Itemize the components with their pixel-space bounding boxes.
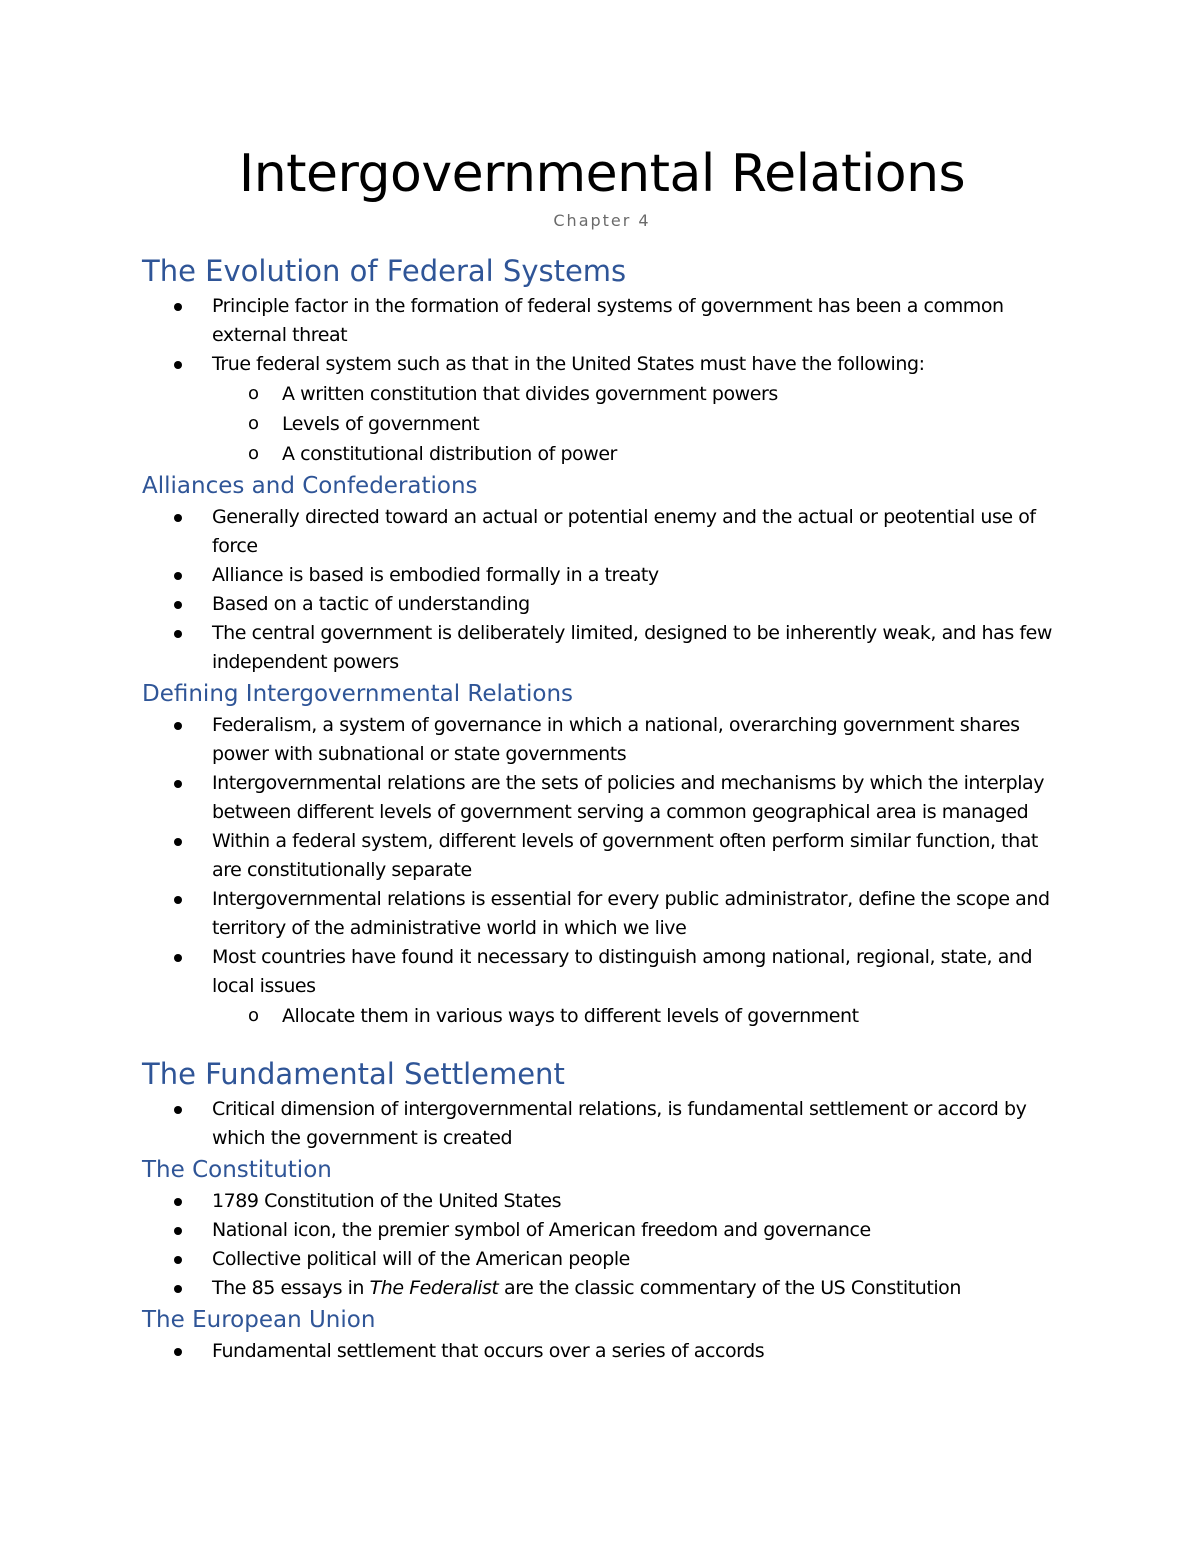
list-item-text: Principle factor in the formation of federal systems of government has been a common external threat: [212, 295, 1004, 346]
list-item: [142, 1095, 1062, 1153]
document-title: Intergovernmental Relations: [238, 144, 966, 204]
list-item: [142, 1337, 1062, 1366]
list-item: [142, 769, 1062, 827]
sub-list-item: [212, 379, 1062, 409]
list-item: [142, 827, 1062, 885]
bullet-icon: [174, 514, 182, 522]
bullet-icon: [174, 1227, 182, 1235]
section-heading-evolution: The Evolution of Federal Systems: [142, 254, 627, 288]
list-item: [142, 1245, 1062, 1274]
section-heading-defining: Defining Intergovernmental Relations: [142, 681, 574, 707]
bullet-icon: [174, 303, 182, 311]
list-item-text: Critical dimension of intergovernmental relations, is fundamental settlement or accord by which the government is created: [212, 1098, 1027, 1149]
list-item-text: The central government is deliberately limited, designed to be inherently weak, and has few independent powers: [212, 622, 1052, 673]
list-item-text: Within a federal system, different levels of government often perform similar function, that are constitutionally separate: [212, 830, 1038, 881]
bullet-icon: [174, 1198, 182, 1206]
bullet-icon: [174, 1256, 182, 1264]
sub-bullet-list: [212, 1001, 1062, 1031]
section-heading-fundamental-settlement: The Fundamental Settlement: [142, 1057, 565, 1091]
bullet-icon: [174, 722, 182, 730]
list-item: [142, 1216, 1062, 1245]
list-item-text: The 85 essays in: [212, 1277, 370, 1299]
bullet-icon: [174, 572, 182, 580]
section-heading-alliances: Alliances and Confederations: [142, 473, 478, 499]
bullet-list: [142, 1337, 1062, 1366]
list-item: [142, 1274, 1062, 1303]
list-item: [142, 1187, 1062, 1216]
circle-bullet-icon: o: [248, 1005, 259, 1026]
list-item-text: Alliance is based is embodied formally in a treaty: [212, 564, 659, 586]
bullet-icon: [174, 630, 182, 638]
section-heading-european-union: The European Union: [142, 1307, 376, 1333]
list-item: [142, 619, 1062, 677]
bullet-icon: [174, 896, 182, 904]
list-item-text: Based on a tactic of understanding: [212, 593, 530, 615]
list-item-text: Intergovernmental relations are the sets of policies and mechanisms by which the interplay between different levels of government serving a common geographical area is managed: [212, 772, 1045, 823]
circle-bullet-icon: o: [248, 383, 259, 404]
list-item-text: Most countries have found it necessary to distinguish among national, regional, state, and local issues: [212, 946, 1033, 997]
list-item: [142, 943, 1062, 1031]
circle-bullet-icon: o: [248, 443, 259, 464]
list-item: [142, 292, 1062, 350]
list-item-text: are the classic commentary of the US Constitution: [498, 1277, 961, 1299]
list-item-text: True federal system such as that in the United States must have the following:: [212, 353, 925, 375]
bullet-list: [142, 292, 1062, 469]
sub-list-item: [212, 409, 1062, 439]
circle-bullet-icon: o: [248, 413, 259, 434]
list-item-text: National icon, the premier symbol of American freedom and governance: [212, 1219, 871, 1241]
bullet-icon: [174, 1106, 182, 1114]
list-item: [142, 350, 1062, 469]
sub-list-item-text: A written constitution that divides government powers: [282, 383, 778, 405]
section-heading-constitution: The Constitution: [142, 1157, 332, 1183]
bullet-icon: [174, 1285, 182, 1293]
sub-list-item-text: Allocate them in various ways to different levels of government: [282, 1005, 859, 1027]
list-item-text: Intergovernmental relations is essential for every public administrator, define the scope and territory of the administrative world in which we live: [212, 888, 1050, 939]
sub-list-item-text: A constitutional distribution of power: [282, 443, 617, 465]
document-page: [142, 140, 1062, 1366]
list-item-text: Fundamental settlement that occurs over a series of accords: [212, 1340, 765, 1362]
sub-bullet-list: [212, 379, 1062, 469]
bullet-icon: [174, 1348, 182, 1356]
sub-list-item-text: Levels of government: [282, 413, 480, 435]
bullet-icon: [174, 838, 182, 846]
document-subtitle: Chapter 4: [553, 211, 651, 230]
bullet-icon: [174, 954, 182, 962]
bullet-list: [142, 1095, 1062, 1153]
list-item: [142, 561, 1062, 590]
sub-list-item: [212, 1001, 1062, 1031]
bullet-list: [142, 711, 1062, 1031]
bullet-list: [142, 1187, 1062, 1303]
book-title: The Federalist: [369, 1277, 499, 1299]
list-item: [142, 885, 1062, 943]
bullet-icon: [174, 601, 182, 609]
list-item-text: 1789 Constitution of the United States: [212, 1190, 562, 1212]
list-item: [142, 503, 1062, 561]
bullet-list: [142, 503, 1062, 677]
list-item-text: Federalism, a system of governance in which a national, overarching government shares power with subnational or state governments: [212, 714, 1020, 765]
sub-list-item: [212, 439, 1062, 469]
list-item-text: Collective political will of the American people: [212, 1248, 630, 1270]
list-item: [142, 711, 1062, 769]
bullet-icon: [174, 780, 182, 788]
list-item-text: Generally directed toward an actual or potential enemy and the actual or peotential use of force: [212, 506, 1036, 557]
list-item: [142, 590, 1062, 619]
bullet-icon: [174, 361, 182, 369]
